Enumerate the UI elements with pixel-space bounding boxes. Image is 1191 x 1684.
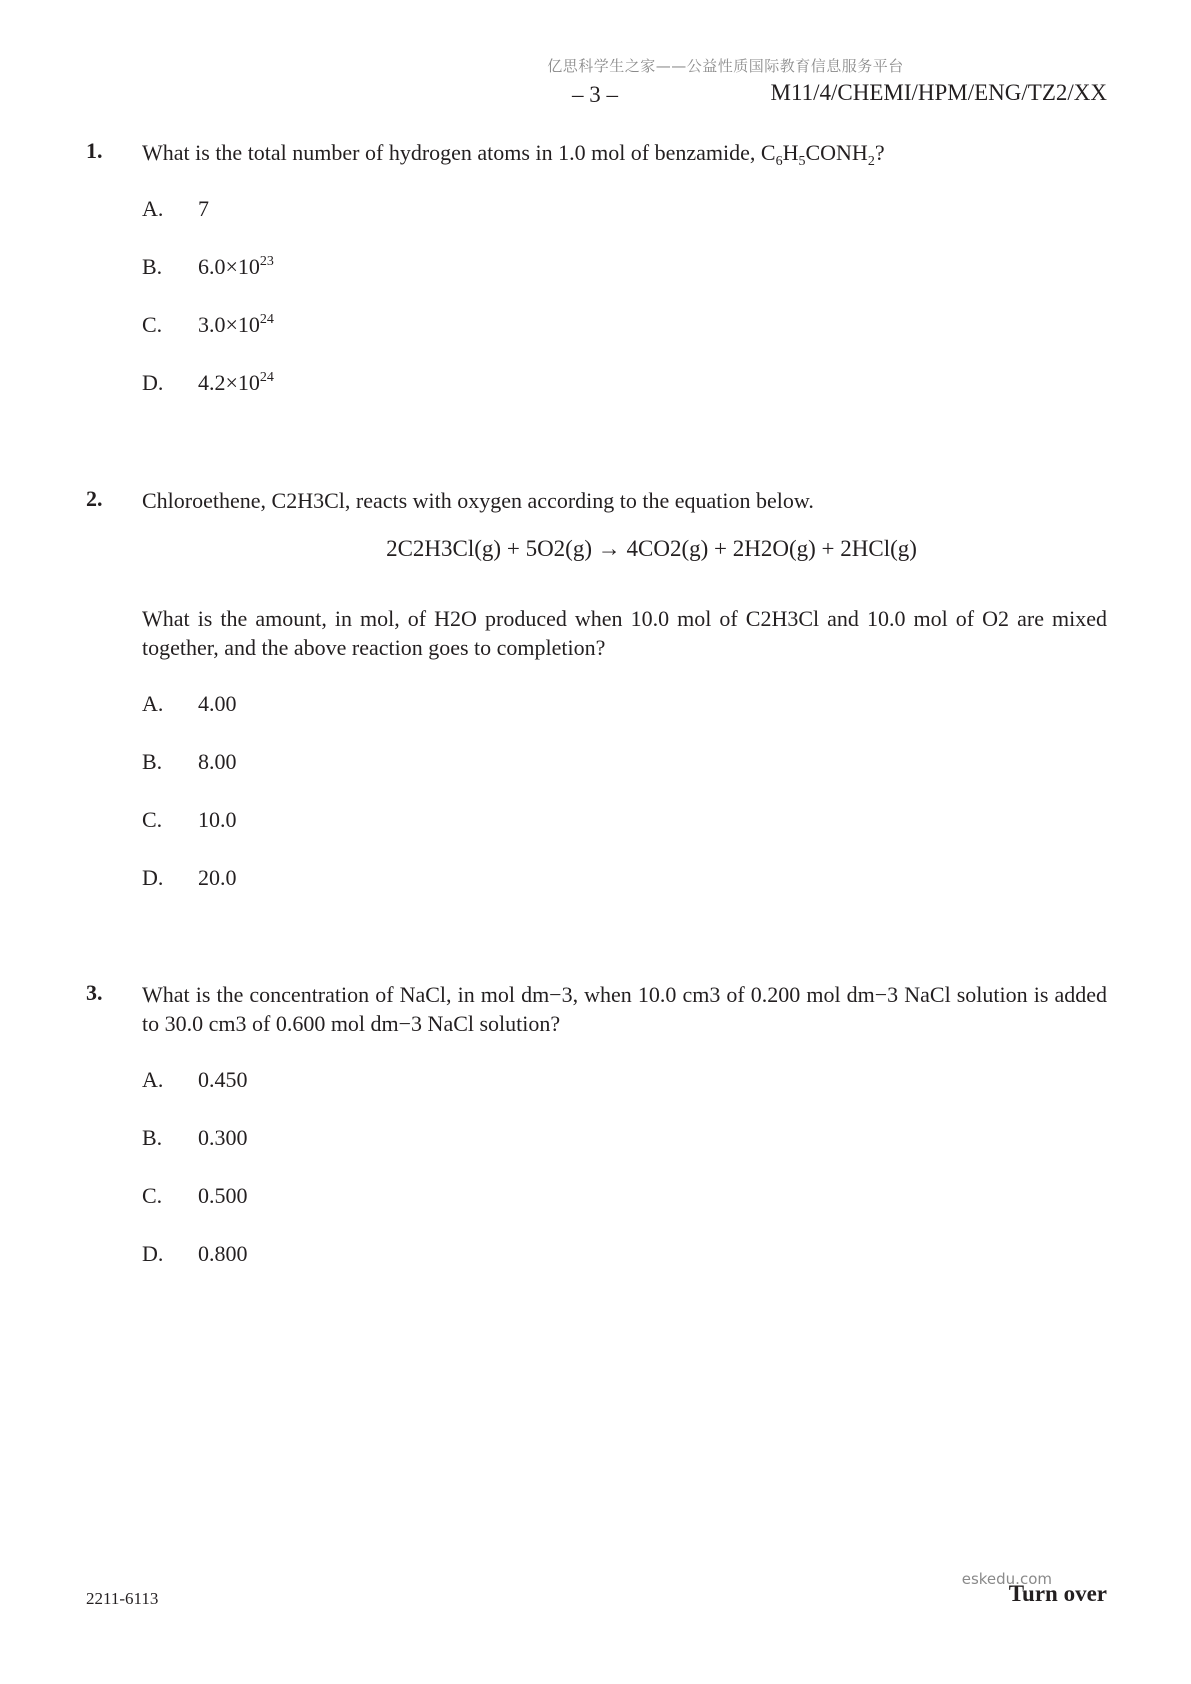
reaction-equation: 2C2H3Cl(g) + 5O2(g) → 4CO2(g) + 2H2O(g) + 2HCl(g): [386, 536, 917, 561]
question-3-text: What is the concentration of NaCl, in mol dm−3, when 10.0 cm3 of 0.200 mol dm−3 NaCl solution is added to 30.0 cm3 of 0.600 mol dm−3 NaCl solution?: [142, 982, 1107, 1036]
footer-paper-code: 2211-6113: [86, 1589, 159, 1608]
q3-option-b: B. 0.300: [142, 1125, 248, 1150]
question-number-3: 3.: [86, 980, 103, 1005]
q2-option-b: B. 8.00: [142, 749, 237, 774]
page-number: – 3 –: [572, 82, 618, 107]
q1-option-d: D. $4.2\times 10^{24}$: [142, 370, 274, 395]
q1-option-b: B. $6.0\times 10^{23}$: [142, 254, 274, 279]
q2-option-a: A. 4.00: [142, 691, 237, 716]
question-number-1: 1.: [86, 138, 103, 163]
q2-option-d: D. 20.0: [142, 865, 237, 890]
turn-over: Turn over: [1008, 1581, 1107, 1606]
question-1-text: What is the total number of hydrogen atoms in 1.0 mol of benzamide, $C_6H_5CONH_2$?: [142, 140, 885, 169]
question-2-intro: Chloroethene, C2H3Cl, reacts with oxygen according to the equation below.: [142, 488, 814, 513]
q1-option-c: C. $3.0\times 10^{24}$: [142, 312, 274, 337]
footer-watermark: eskedu.com: [961, 1570, 1052, 1588]
question-2-text: What is the amount, in mol, of H2O produced when 10.0 mol of C2H3Cl and 10.0 mol of O2 are mixed together, and the above reaction goes to completion?: [142, 606, 1107, 660]
q3-option-a: A. 0.450: [142, 1067, 248, 1092]
q1-option-a: A. 7: [142, 196, 209, 221]
header-watermark: 亿思科学生之家——公益性质国际教育信息服务平台: [547, 57, 904, 75]
q3-option-d: D. 0.800: [142, 1241, 248, 1266]
paper-code: M11/4/CHEMI/HPM/ENG/TZ2/XX: [770, 80, 1107, 105]
q2-option-c: C. 10.0: [142, 807, 237, 832]
q3-option-c: C. 0.500: [142, 1183, 248, 1208]
question-number-2: 2.: [86, 486, 103, 511]
